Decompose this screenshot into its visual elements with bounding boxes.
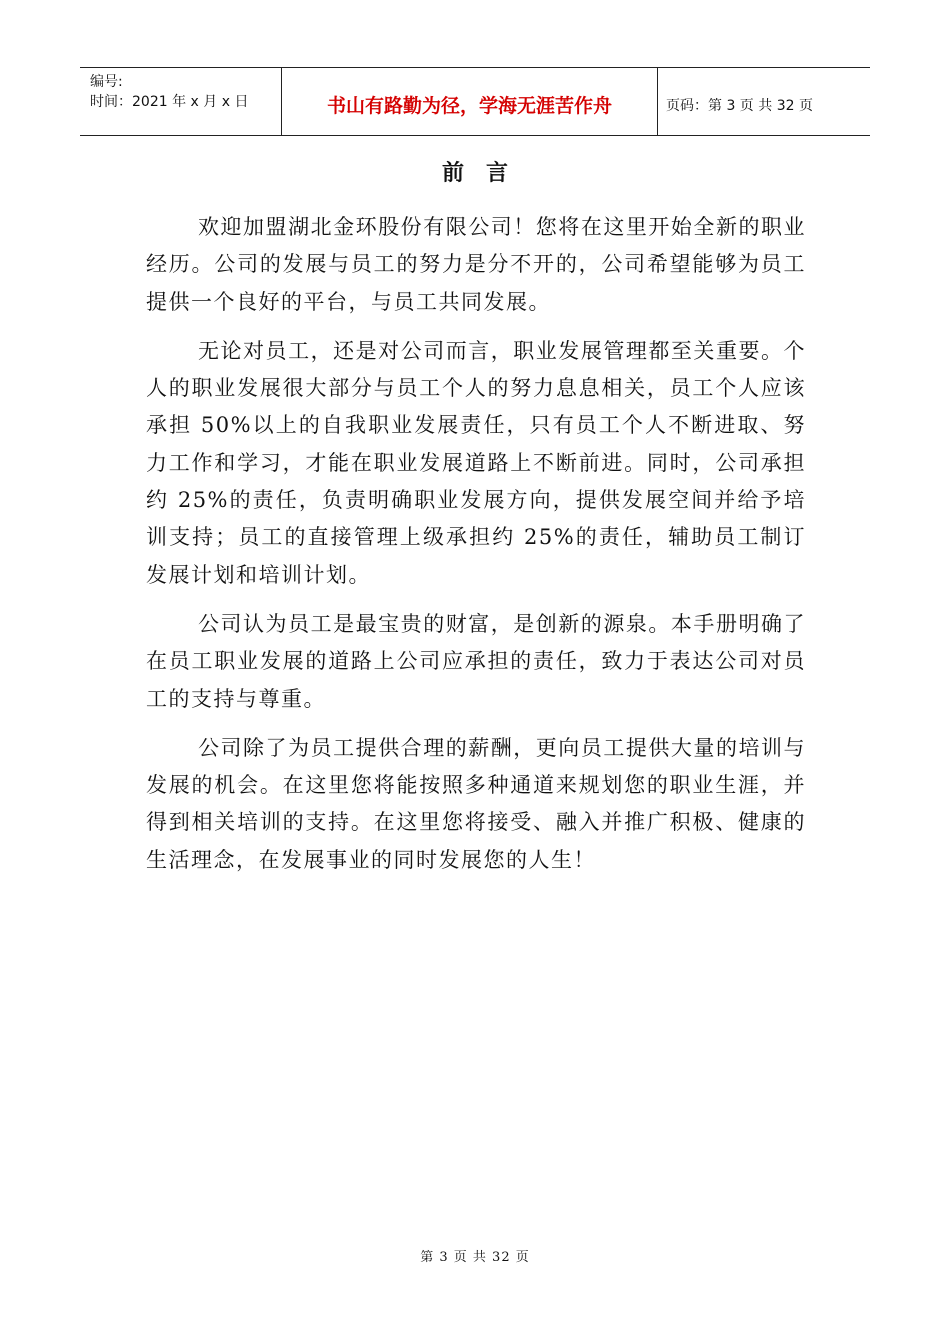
document-body [146,209,806,891]
header-page-info: 页码：第 3 页 共 32 页 [666,97,813,114]
header-motto: 书山有路勤为径，学海无涯苦作舟 [282,68,658,135]
page-footer: 第 3 页 共 32 页 [420,1250,530,1265]
header-meta [80,68,282,135]
document-number-label: 编号: [90,74,123,90]
document-date-label: 时间：2021 年 x 月 x 日 [90,94,249,110]
document-title: 前言 [441,160,530,186]
document-header [80,67,870,136]
body-paragraph: 公司除了为员工提供合理的薪酬，更向员工提供大量的培训与发展的机会。在这里您将能按照多种通道来规划您的职业生涯，并得到相关培训的支持。在这里您将接受、融入并推广积极、健康的生活理念，在发展事业的同时发展您的人生！ [146,735,806,872]
body-paragraph: 公司认为员工是最宝贵的财富，是创新的源泉。本手册明确了在员工职业发展的道路上公司应承担的责任，致力于表达公司对员工的支持与尊重。 [146,611,806,711]
body-paragraph: 欢迎加盟湖北金环股份有限公司！您将在这里开始全新的职业经历。公司的发展与员工的努力是分不开的，公司希望能够为员工提供一个良好的平台，与员工共同发展。 [146,215,806,314]
body-paragraph: 无论对员工，还是对公司而言，职业发展管理都至关重要。个人的职业发展很大部分与员工个人的努力息息相关，员工个人应该承担 50%以上的自我职业发展责任，只有员工个人不断进取、努力工作和学习，才能在职业发展道路上不断前进。同时，公司承担约 25%的责任，负责明确职业发展方向，提供发展空间并给予培训支持；员工的直接管理上级承担约 25%的责任，辅助员工制订发展计划和培训计划。 [146,338,806,587]
